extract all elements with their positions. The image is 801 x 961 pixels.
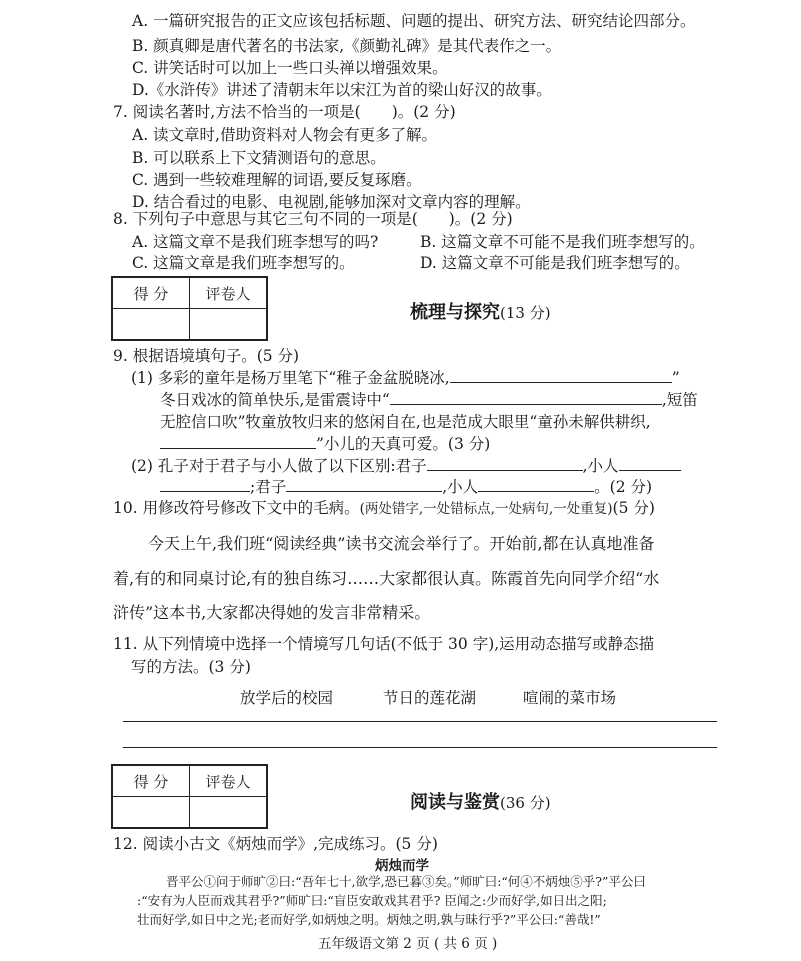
q9-p1-line2 (160, 390, 698, 410)
q9-p1-line1 (131, 368, 680, 388)
q9-p2-line2-text: ;君子 (250, 478, 287, 496)
writing-line[interactable] (123, 747, 717, 748)
grader-label: 评卷人 (190, 277, 268, 309)
q6-option-a: A. 一篇研究报告的正文应该包括标题、问题的提出、研究方法、研究结论四部分。 (132, 12, 696, 30)
answer-blank[interactable] (450, 368, 672, 383)
section-points: (36 分) (500, 794, 551, 812)
answer-blank[interactable] (427, 456, 583, 471)
score-label: 得 分 (112, 765, 190, 797)
score-cell (112, 797, 190, 829)
q8-option-b: B. 这篇文章不可能不是我们班李想写的。 (420, 233, 705, 251)
q6-option-c: C. 讲笑话时可以加上一些口头禅以增强效果。 (132, 59, 448, 77)
q8-option-d: D. 这篇文章不可能是我们班李想写的。 (420, 254, 690, 272)
q7-option-c: C. 遇到一些较难理解的词语,要反复琢磨。 (132, 171, 422, 189)
grader-cell (190, 797, 268, 829)
q6-option-b: B. 颜真卿是唐代著名的书法家,《颜勤礼碑》是其代表作之一。 (132, 37, 562, 55)
q10-points: (5 分) (612, 499, 655, 517)
score-box (111, 764, 268, 829)
q9-p2-line1 (131, 456, 681, 476)
q10-passage-line-2: 着,有的和同桌讨论,有的独自练习……大家都很认真。陈霞首先向同学介绍“水 (113, 569, 660, 588)
answer-blank[interactable] (160, 434, 316, 449)
score-label: 得 分 (112, 277, 190, 309)
q12-text-line-2: :“安有为人臣而戏其君乎?”师旷曰:“盲臣安敢戏其君乎? 臣闻之:少而好学,如日出之阳; (137, 893, 607, 908)
writing-line[interactable] (123, 721, 717, 722)
answer-blank[interactable] (478, 477, 594, 492)
q9-p2-line2-end: 。(2 分) (594, 478, 653, 496)
q8-option-a: A. 这篇文章不是我们班李想写的吗? (132, 233, 379, 251)
grader-cell (190, 309, 268, 341)
q11-choice-2: 节日的莲花湖 (383, 689, 477, 707)
q12-text-line-3: 壮而好学,如日中之光;老而好学,如炳烛之明。炳烛之明,孰与昧行乎?”平公曰:“善哉!” (137, 912, 601, 927)
q9-p1-line2-text: 冬日戏冰的简单快乐,是雷震诗中“ (160, 391, 390, 409)
grader-label: 评卷人 (190, 765, 268, 797)
q11-choice-1: 放学后的校园 (240, 689, 334, 707)
q9-p1-line3: 无腔信口吹”牧童放牧归来的悠闲自在,也是范成大眼里“童孙未解供耕织, (160, 413, 651, 431)
q8-stem: 8. 下列句子中意思与其它三句不同的一项是( )。(2 分) (113, 210, 513, 228)
q6-option-d: D.《水浒传》讲述了清朝末年以宋江为首的梁山好汉的故事。 (132, 81, 552, 99)
section-title-sorting (410, 298, 551, 324)
q12-stem: 12. 阅读小古文《炳烛而学》,完成练习。(5 分) (113, 835, 438, 853)
q10-passage-line-3: 浒传”这本书,大家都决得她的发言非常精采。 (113, 603, 431, 622)
section-title-text: 阅读与鉴赏 (410, 792, 500, 813)
q9-p1-line4 (160, 434, 490, 454)
score-box (111, 276, 268, 341)
q12-title: 炳烛而学 (375, 858, 429, 874)
score-cell (112, 309, 190, 341)
page-footer: 五年级语文第 2 页 ( 共 6 页 ) (318, 936, 498, 952)
q7-option-b: B. 可以联系上下文猜测语句的意思。 (132, 149, 386, 167)
section-title-reading (410, 788, 551, 814)
q7-option-d: D. 结合看过的电影、电视剧,能够加深对文章内容的理解。 (132, 193, 531, 211)
q10-stem-text: 10. 用修改符号修改下文中的毛病。 (113, 499, 360, 517)
quote-end: ” (671, 369, 680, 387)
q9-p1-line1-text: (1) 多彩的童年是杨万里笔下“稚子金盆脱晓冰, (131, 369, 450, 387)
q8-option-c: C. 这篇文章是我们班李想写的。 (132, 254, 355, 272)
section-points: (13 分) (500, 304, 551, 322)
q7-stem: 7. 阅读名著时,方法不恰当的一项是( )。(2 分) (113, 103, 456, 121)
q11-stem-line2: 写的方法。(3 分) (131, 658, 251, 676)
q7-option-a: A. 读文章时,借助资料对人物会有更多了解。 (132, 126, 437, 144)
q9-p2-line2 (160, 477, 652, 497)
answer-blank[interactable] (286, 477, 442, 492)
section-title-text: 梳理与探究 (410, 302, 500, 323)
answer-blank[interactable] (390, 390, 662, 405)
q9-p2-line1-mid: ,小人 (582, 457, 619, 475)
q9-p1-line2-end: ,短笛 (661, 391, 698, 409)
q10-note: (两处错字,一处错标点,一处病句,一处重复) (359, 501, 613, 517)
answer-blank[interactable] (619, 456, 681, 471)
q9-stem: 9. 根据语境填句子。(5 分) (113, 347, 300, 365)
q9-p2-line2-mid: ,小人 (442, 478, 479, 496)
q9-p1-line4-text: ”小儿的天真可爱。(3 分) (316, 435, 491, 453)
q10-stem (113, 498, 655, 519)
q12-text-line-1: 晋平公①问于师旷②曰:“吾年七十,欲学,恐已暮③矣。”师旷曰:“何④不炳烛⑤乎?”平公曰 (166, 874, 646, 889)
answer-blank[interactable] (160, 477, 250, 492)
q9-p2-line1-text: (2) 孔子对于君子与小人做了以下区别:君子 (131, 457, 427, 475)
q11-stem-line1: 11. 从下列情境中选择一个情境写几句话(不低于 30 字),运用动态描写或静态描 (113, 635, 655, 653)
q11-choice-3: 喧闹的菜市场 (523, 689, 617, 707)
q10-passage-line-1: 今天上午,我们班“阅读经典”读书交流会举行了。开始前,都在认真地准备 (148, 534, 655, 553)
